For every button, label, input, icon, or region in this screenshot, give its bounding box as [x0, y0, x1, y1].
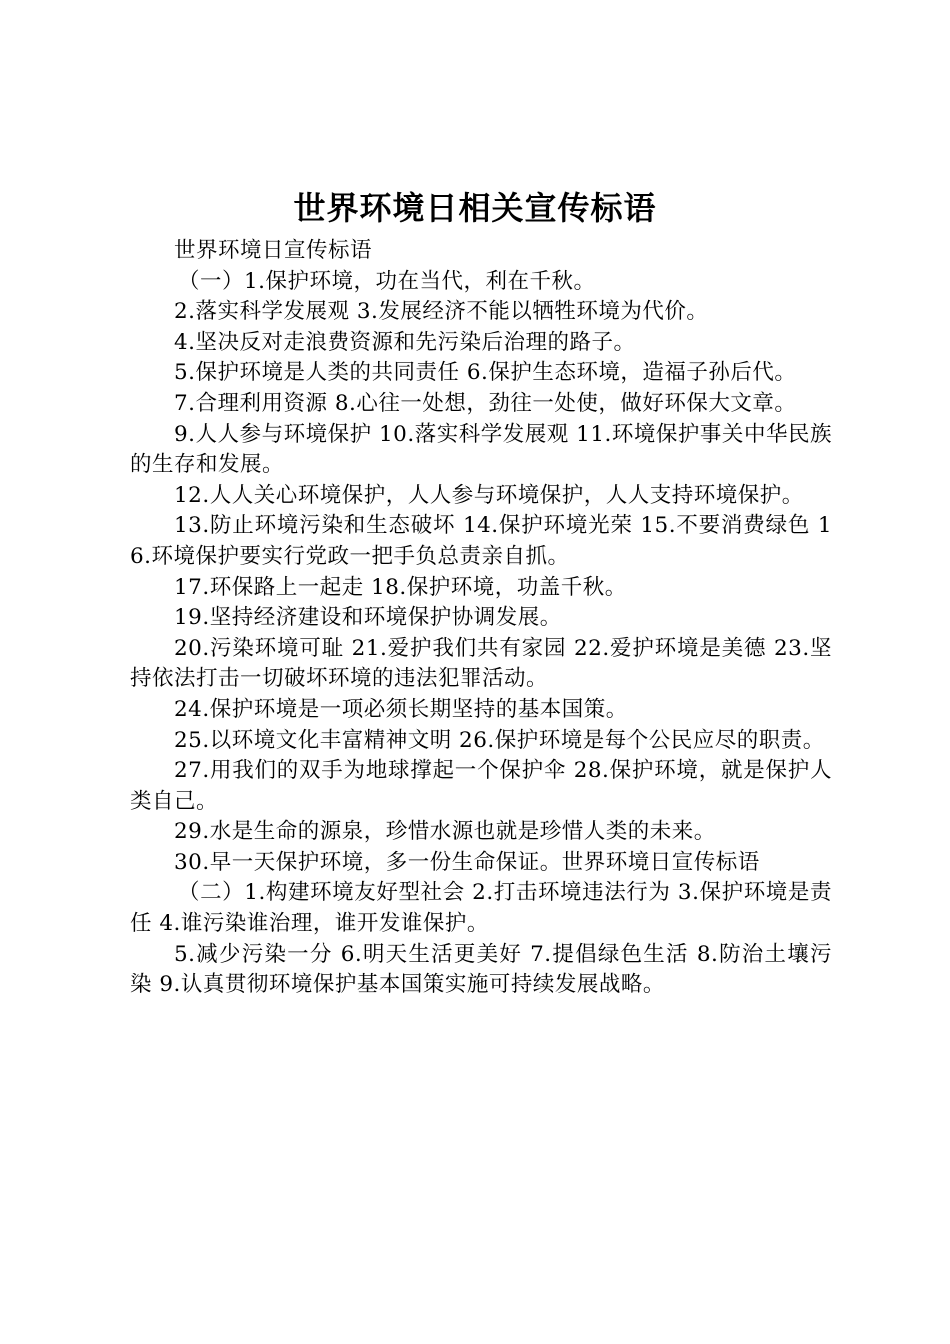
- document-title: 世界环境日相关宣传标语: [293, 189, 657, 227]
- paragraph-item-30: 30.早一天保护环境，多一份生命保证。世界环境日宣传标语: [174, 849, 760, 875]
- paragraph-items-25-26: 25.以环境文化丰富精神文明 26.保护环境是每个公民应尽的职责。: [174, 727, 825, 753]
- paragraph-items-7-8: 7.合理利用资源 8.心往一处想，劲往一处使，做好环保大文章。: [174, 390, 797, 416]
- paragraph-subtitle: 世界环境日宣传标语: [174, 238, 373, 263]
- paragraph-items-20-23: 20.污染环境可耻 21.爱护我们共有家园 22.爱护环境是美德 23.坚持依法打击一切破坏环境的违法犯罪活动。: [130, 635, 832, 692]
- paragraph-items-13-16: 13.防止环境污染和生态破坏 14.保护环境光荣 15.不要消费绿色 16.环境保护要实行党政一把手负总责亲自抓。: [130, 513, 832, 569]
- paragraph-item-24: 24.保护环境是一项必须长期坚持的基本国策。: [174, 696, 628, 722]
- paragraph-items-27-28: 27.用我们的双手为地球撑起一个保护伞 28.保护环境，就是保护人类自己。: [130, 758, 832, 814]
- paragraph-items-5-6: 5.保护环境是人类的共同责任 6.保护生态环境，造福子孙后代。: [174, 360, 797, 386]
- paragraph-section-1-item-1: （一）1.保护环境，功在当代，利在千秋。: [178, 268, 596, 294]
- paragraph-items-2-3: 2.落实科学发展观 3.发展经济不能以牺牲环境为代价。: [174, 299, 709, 325]
- paragraph-items-17-18: 17.环保路上一起走 18.保护环境，功盖千秋。: [174, 574, 627, 600]
- paragraph-items-9-11: 9.人人参与环境保护 10.落实科学发展观 11.环境保护事关中华民族的生存和发展。: [130, 421, 832, 478]
- paragraph-item-19: 19.坚持经济建设和环境保护协调发展。: [174, 605, 562, 631]
- paragraph-item-12: 12.人人关心环境保护，人人参与环境保护，人人支持环境保护。: [174, 482, 804, 508]
- paragraph-item-29: 29.水是生命的源泉，珍惜水源也就是珍惜人类的未来。: [174, 819, 716, 845]
- document-body: [130, 236, 832, 1001]
- paragraph-section-2-items-5-9: 5.减少污染一分 6.明天生活更美好 7.提倡绿色生活 8.防治土壤污染 9.认真贯彻环境保护基本国策实施可持续发展战略。: [130, 941, 832, 998]
- paragraph-item-4: 4.坚决反对走浪费资源和先污染后治理的路子。: [174, 329, 636, 355]
- paragraph-section-2-items-1-4: （二）1.构建环境友好型社会 2.打击环境违法行为 3.保护环境是责任 4.谁污染谁治理，谁开发谁保护。: [130, 880, 832, 937]
